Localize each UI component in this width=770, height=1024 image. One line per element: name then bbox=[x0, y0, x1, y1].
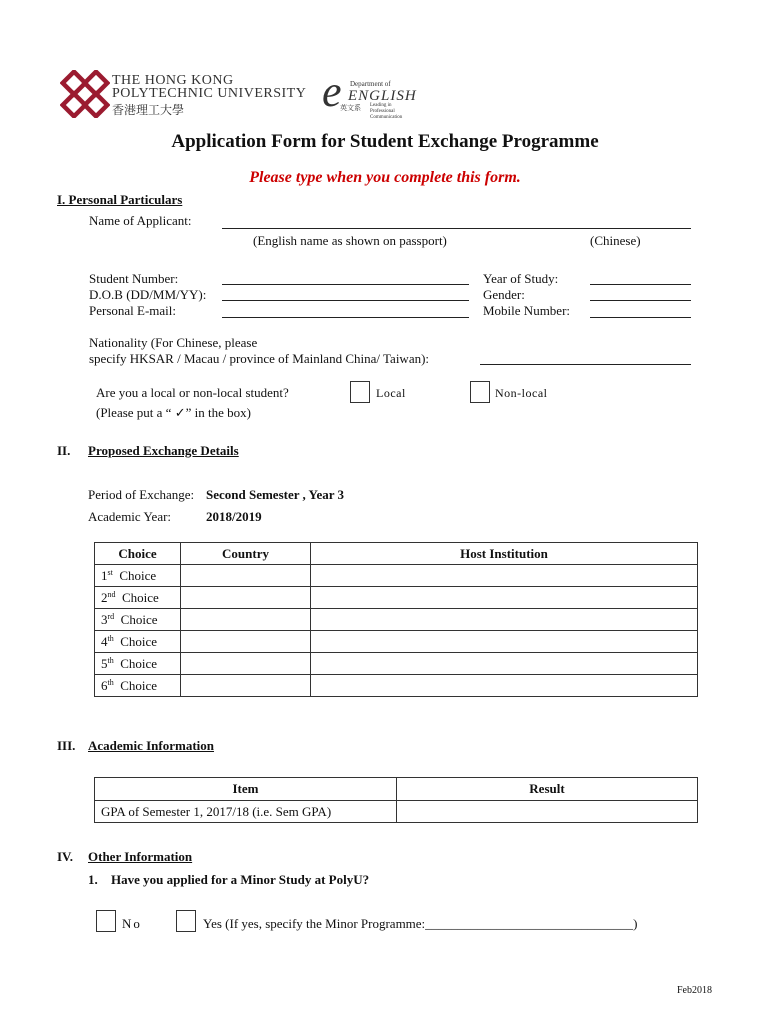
exchange-choices-table bbox=[94, 542, 698, 697]
country-cell[interactable] bbox=[181, 653, 311, 675]
table-row bbox=[95, 675, 698, 697]
country-cell[interactable] bbox=[181, 587, 311, 609]
country-cell[interactable] bbox=[181, 609, 311, 631]
choice-cell: 1st Choice bbox=[95, 565, 181, 587]
gpa-item-cell: GPA of Semester 1, 2017/18 (i.e. Sem GPA) bbox=[95, 801, 397, 823]
section-2-number: II. bbox=[57, 443, 71, 458]
host-institution-cell[interactable] bbox=[311, 609, 698, 631]
choice-cell: 4th Choice bbox=[95, 631, 181, 653]
host-institution-cell[interactable] bbox=[311, 565, 698, 587]
table-header-row bbox=[95, 778, 698, 801]
table-header-row bbox=[95, 543, 698, 565]
type-instruction: Please type when you complete this form. bbox=[249, 169, 521, 186]
gender-label: Gender: bbox=[483, 287, 525, 302]
dept-motto: Leading in Professional Communication bbox=[370, 103, 403, 120]
mobile-field[interactable] bbox=[590, 317, 691, 318]
host-institution-header: Host Institution bbox=[311, 543, 698, 565]
nationality-label-line1: Nationality (For Chinese, please bbox=[89, 335, 258, 350]
period-label: Period of Exchange: bbox=[88, 487, 195, 502]
nonlocal-label: Non-local bbox=[495, 386, 548, 400]
host-institution-cell[interactable] bbox=[311, 653, 698, 675]
section-3-heading: Academic Information bbox=[88, 738, 215, 753]
nonlocal-checkbox[interactable] bbox=[470, 381, 490, 403]
email-field[interactable] bbox=[222, 317, 469, 318]
country-header: Country bbox=[181, 543, 311, 565]
host-institution-cell[interactable] bbox=[311, 675, 698, 697]
university-name-chinese: 香港理工大學 bbox=[112, 103, 185, 117]
dept-small-label: Department of bbox=[350, 80, 391, 88]
choice-cell: 5th Choice bbox=[95, 653, 181, 675]
nationality-label-line2: specify HKSAR / Macau / province of Mainland China/ Taiwan): bbox=[89, 351, 430, 366]
polyu-emblem-icon bbox=[60, 70, 110, 118]
form-title: Application Form for Student Exchange Programme bbox=[171, 131, 599, 152]
section-1-heading: I. Personal Particulars bbox=[57, 192, 183, 207]
host-institution-cell[interactable] bbox=[311, 587, 698, 609]
section-3-number: III. bbox=[57, 738, 76, 753]
gpa-result-cell[interactable] bbox=[397, 801, 698, 823]
table-row bbox=[95, 587, 698, 609]
year-of-study-field[interactable] bbox=[590, 284, 691, 285]
minor-no-checkbox[interactable] bbox=[96, 910, 116, 932]
academic-info-table bbox=[94, 777, 698, 823]
period-value: Second Semester , Year 3 bbox=[206, 487, 345, 502]
country-cell[interactable] bbox=[181, 631, 311, 653]
dept-name: ENGLISH bbox=[348, 88, 417, 104]
choice-cell: 6th Choice bbox=[95, 675, 181, 697]
host-institution-cell[interactable] bbox=[311, 631, 698, 653]
section-2-heading: Proposed Exchange Details bbox=[88, 443, 239, 458]
local-question: Are you a local or non-local student? bbox=[96, 385, 289, 400]
year-of-study-label: Year of Study: bbox=[483, 271, 559, 286]
university-name-line1: THE HONG KONG bbox=[112, 73, 234, 88]
choice-header: Choice bbox=[95, 543, 181, 565]
english-name-note: (English name as shown on passport) bbox=[253, 233, 447, 248]
table-row bbox=[95, 631, 698, 653]
local-label: Local bbox=[376, 386, 406, 400]
dob-label: D.O.B (DD/MM/YY): bbox=[89, 287, 207, 302]
choice-cell: 3rd Choice bbox=[95, 609, 181, 631]
table-row bbox=[95, 653, 698, 675]
table-row bbox=[95, 609, 698, 631]
name-field[interactable] bbox=[222, 228, 691, 229]
country-cell[interactable] bbox=[181, 565, 311, 587]
minor-yes-label: Yes (If yes, specify the Minor Programme:________________________________) bbox=[203, 916, 638, 931]
minor-no-label: No bbox=[122, 916, 142, 931]
question-1-text: Have you applied for a Minor Study at PolyU? bbox=[111, 872, 370, 887]
choice-cell: 2nd Choice bbox=[95, 587, 181, 609]
english-dept-e-glyph: e bbox=[322, 67, 342, 116]
question-1-number: 1. bbox=[88, 872, 98, 887]
academic-year-value: 2018/2019 bbox=[206, 509, 262, 524]
name-label: Name of Applicant: bbox=[89, 213, 192, 228]
footer-date: Feb2018 bbox=[677, 985, 712, 996]
student-number-label: Student Number: bbox=[89, 271, 179, 286]
tick-instruction: (Please put a “ ✓” in the box) bbox=[96, 405, 251, 420]
minor-yes-checkbox[interactable] bbox=[176, 910, 196, 932]
section-4-heading: Other Information bbox=[88, 849, 193, 864]
dept-chinese: 英文系 bbox=[340, 104, 361, 112]
country-cell[interactable] bbox=[181, 675, 311, 697]
nationality-field[interactable] bbox=[480, 364, 691, 365]
item-header: Item bbox=[95, 778, 397, 801]
gender-field[interactable] bbox=[590, 300, 691, 301]
academic-year-label: Academic Year: bbox=[88, 509, 172, 524]
dob-field[interactable] bbox=[222, 300, 469, 301]
local-checkbox[interactable] bbox=[350, 381, 370, 403]
table-row bbox=[95, 565, 698, 587]
table-row bbox=[95, 801, 698, 823]
student-number-field[interactable] bbox=[222, 284, 469, 285]
section-4-number: IV. bbox=[57, 849, 74, 864]
result-header: Result bbox=[397, 778, 698, 801]
email-label: Personal E-mail: bbox=[89, 303, 177, 318]
university-name-line2: POLYTECHNIC UNIVERSITY bbox=[112, 86, 307, 101]
mobile-label: Mobile Number: bbox=[483, 303, 571, 318]
chinese-name-note: (Chinese) bbox=[590, 233, 641, 248]
